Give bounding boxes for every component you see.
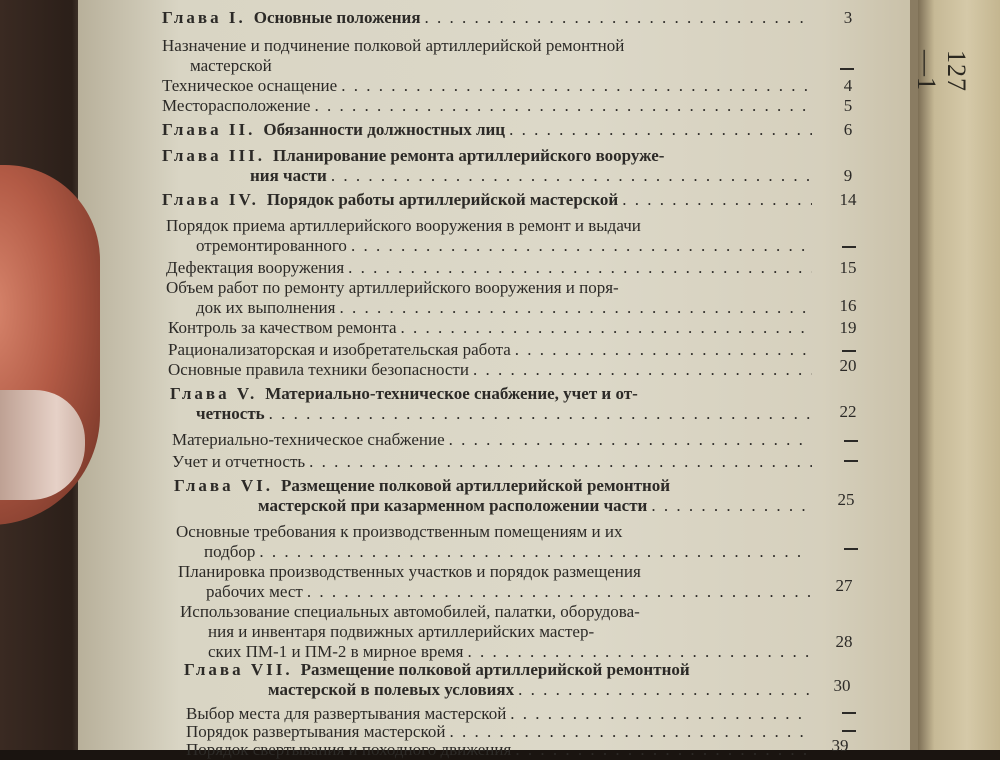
toc-entry [176,522,810,542]
toc-entry-cont [196,298,810,318]
page-number: 15 [839,258,857,277]
toc-entry-cont [208,642,810,662]
entry-title-line1: Назначение и подчинение полковой артиллерийской ремонтной [162,36,625,55]
toc-entry [166,278,812,298]
entry-title-line1: Основные требования к производственным помещениям и их [176,522,623,541]
toc-entry [172,430,812,450]
toc-entry [162,8,812,28]
chapter-label: Глава I. [162,8,246,27]
toc-entry [172,452,812,472]
page-number: 27 [835,576,853,595]
toc-entry-cont [208,622,810,642]
toc-entry-cont [196,404,810,424]
entry-title: Основные правила техники безопасности [168,360,469,379]
toc-entry [162,36,812,56]
toc-entry-cont [190,56,810,76]
entry-title-line2: мастерской [190,56,272,75]
entry-title-line1: Размещение полковой артиллерийской ремонтной [300,660,690,679]
entry-title-line1: Планировка производственных участков и порядок размещения [178,562,641,581]
entry-title: Рационализаторская и изобретательская работа [168,340,511,359]
entry-title-line2: док их выполнения [196,298,336,317]
entry-title-line1: Материально-техническое снабжение, учет и от- [265,384,638,403]
toc-entry [168,340,812,360]
page-number: 9 [843,166,853,185]
toc-entry [184,660,810,680]
chapter-label: Глава VI. [174,476,274,495]
entry-title-line2: ния части [250,166,327,185]
entry-title-line1: Использование специальных автомобилей, палатки, оборудова- [180,602,640,621]
toc-entry [162,76,812,96]
entry-title: Порядок свертывания и походного движения [186,740,512,759]
entry-title-line1: Порядок приема артиллерийского вооружения в ремонт и выдачи [166,216,641,235]
toc-entry [162,120,812,140]
entry-title-line2: четность [196,404,265,423]
side-mark: 127—1 [912,50,971,92]
toc-entry-cont [258,496,810,516]
toc-entry [186,740,810,760]
chapter-label: Глава VII. [184,660,293,679]
entry-title: Учет и отчетность [172,452,306,471]
entry-title-line1: Размещение полковой артиллерийской ремонтной [281,476,671,495]
page-number: 5 [843,96,853,115]
page-dash [844,440,858,442]
page-number: 22 [839,402,857,421]
toc-entry [170,384,812,404]
toc-entry-cont [204,542,810,562]
toc-entry-cont [268,680,810,700]
toc-entry [166,216,812,236]
entry-title-line2: отремонтированного [196,236,347,255]
chapter-label: Глава V. [170,384,258,403]
chapter-label: Глава II. [162,120,256,139]
toc-entry [168,318,812,338]
page-number: 25 [837,490,855,509]
page-number: 19 [839,318,857,337]
entry-title: Техническое оснащение [162,76,338,95]
chapter-label: Глава IV. [162,190,259,209]
toc-entry [162,146,812,166]
entry-title: Месторасположение [162,96,311,115]
page-number: 16 [839,296,857,315]
entry-title-line1: Объем работ по ремонту артиллерийского вооружения и поря- [166,278,619,297]
toc-entry-cont [196,236,810,256]
entry-title: Материально-техническое снабжение [172,430,445,449]
toc-entry [180,602,810,622]
entry-title-line2: ния и инвентаря подвижных артиллерийских мастер- [208,622,595,641]
entry-title: Дефектация вооружения [166,258,345,277]
page-number: 28 [835,632,853,651]
page-number: 39 [831,736,849,755]
page-dash [842,712,856,714]
page-dash [842,350,856,352]
chapter-label: Глава III. [162,146,265,165]
page-number: 20 [839,356,857,375]
toc-entry [178,562,810,582]
entry-title: Порядок работы артиллерийской мастерской [266,190,619,209]
toc-entry-cont [250,166,810,186]
entry-title-line2: подбор [204,542,256,561]
page-number: 14 [839,190,857,209]
toc-entry [168,360,812,380]
toc-entry [162,190,812,210]
entry-title-line2: мастерской при казарменном расположении части [258,496,648,515]
entry-title: Выбор места для развертывания мастерской [186,704,507,723]
entry-title: Контроль за качеством ремонта [168,318,397,337]
page-dash [844,548,858,550]
entry-title: Основные положения [253,8,421,27]
page-number: 4 [843,76,853,95]
entry-title-line1: Планирование ремонта артиллерийского вооруже- [272,146,665,165]
entry-title-line2: мастерской в полевых условиях [268,680,515,699]
entry-title-line3: ских ПМ-1 и ПМ-2 в мирное время [208,642,464,661]
page-dash [844,460,858,462]
entry-title: Порядок развертывания мастерской [186,722,446,741]
page-dash [842,730,856,732]
toc-entry [186,704,810,724]
entry-title: Обязанности должностных лиц [263,120,506,139]
page-dash [842,246,856,248]
toc-entry-cont [206,582,810,602]
page-dash [840,68,854,70]
toc-entry [174,476,812,496]
page-number: 3 [843,8,853,27]
toc-entry [162,96,812,116]
page-number: 6 [843,120,853,139]
toc-entry [186,722,810,742]
entry-title-line2: рабочих мест [206,582,303,601]
page-number: 30 [833,676,851,695]
toc-entry [166,258,812,278]
